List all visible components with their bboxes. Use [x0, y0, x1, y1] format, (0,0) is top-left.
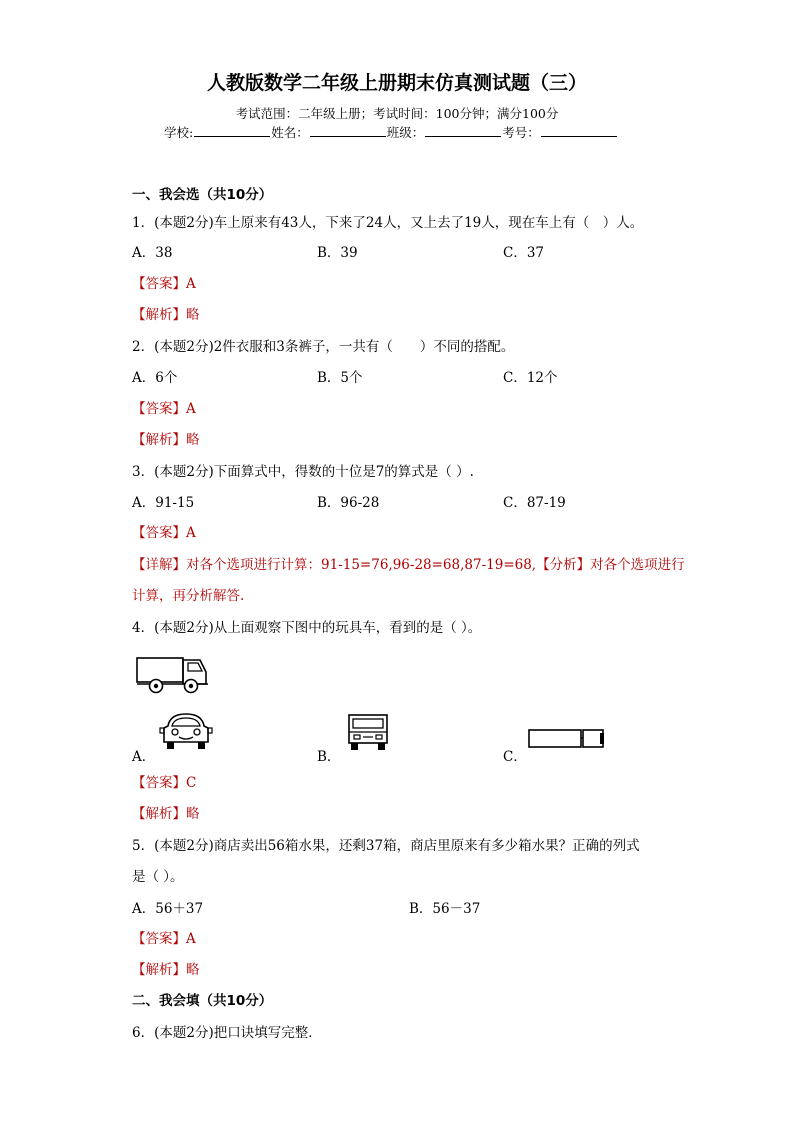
q4-answer: 【答案】C: [132, 775, 197, 791]
q2-analysis: 【解析】略: [132, 432, 200, 448]
q1-answer: 【答案】A: [132, 276, 196, 292]
q1-option-c: C．37: [503, 245, 545, 261]
q3-option-b: B．96-28: [317, 495, 380, 511]
section-title-choice: 一、我会选（共10分）: [132, 187, 273, 203]
q4-analysis: 【解析】略: [132, 806, 200, 822]
exam-number-blank[interactable]: [541, 123, 617, 137]
q3-detail-line-2: 计算，再分析解答.: [132, 588, 245, 604]
car-front-view-figure: [158, 712, 214, 752]
truck-top-view-figure: [528, 727, 606, 751]
q3-detail-line-1: 【详解】对各个选项进行计算：91-15=76,96-28=68,87-19=68,【分析】对各个选项进行: [132, 557, 685, 573]
q3-option-c: C．87-19: [503, 495, 566, 511]
q5-option-a: A．56＋37: [132, 901, 204, 917]
page-title: 人教版数学二年级上册期末仿真测试题（三）: [206, 72, 587, 94]
student-info-fields: [164, 123, 618, 141]
q1-analysis: 【解析】略: [132, 307, 200, 323]
school-label: 学校:: [164, 125, 194, 140]
question-5-stem-line-2: 是（ ）。: [132, 869, 184, 885]
question-2-stem: 2．(本题2分)2件衣服和3条裤子，一共有（ ）不同的搭配。: [132, 339, 515, 355]
name-label: 姓名：: [271, 125, 309, 140]
q5-option-b: B．56－37: [409, 901, 481, 917]
question-5-stem-line-1: 5．(本题2分)商店卖出56箱水果，还剩37箱，商店里原来有多少箱水果？正确的列式: [132, 838, 640, 854]
q2-option-a: A．6个: [132, 370, 178, 386]
question-6-stem: 6．(本题2分)把口诀填写完整．: [132, 1025, 322, 1041]
q4-option-b: B．: [317, 749, 341, 765]
question-1-stem: 1．(本题2分)车上原来有43人，下来了24人，又上去了19人，现在车上有（ ）人。: [132, 215, 644, 231]
question-3-stem: 3．(本题2分)下面算式中，得数的十位是7的算式是（ ）.: [132, 464, 474, 480]
q5-analysis: 【解析】略: [132, 962, 200, 978]
name-blank[interactable]: [310, 123, 386, 137]
class-blank[interactable]: [425, 123, 501, 137]
section-title-fill: 二、我会填（共10分）: [132, 993, 273, 1009]
q2-option-c: C．12个: [503, 370, 558, 386]
q3-answer: 【答案】A: [132, 525, 196, 541]
toy-truck-side-view-figure: [136, 654, 210, 694]
q1-option-a: A．38: [132, 245, 173, 261]
question-4-stem: 4．(本题2分)从上面观察下图中的玩具车，看到的是（ ）。: [132, 620, 482, 636]
q5-answer: 【答案】A: [132, 931, 196, 947]
exam-meta: 考试范围：二年级上册；考试时间：100分钟；满分100分: [235, 106, 559, 121]
q2-answer: 【答案】A: [132, 401, 196, 417]
q4-option-c: C．: [503, 749, 527, 765]
q3-option-a: A．91-15: [132, 495, 195, 511]
exam-number-label: 考号：: [502, 125, 540, 140]
school-blank[interactable]: [194, 123, 270, 137]
q4-option-a: A．: [132, 749, 156, 765]
class-label: 班级：: [386, 125, 425, 140]
q2-option-b: B．5个: [317, 370, 363, 386]
q1-option-b: B．39: [317, 245, 358, 261]
truck-front-view-figure: [346, 713, 390, 751]
